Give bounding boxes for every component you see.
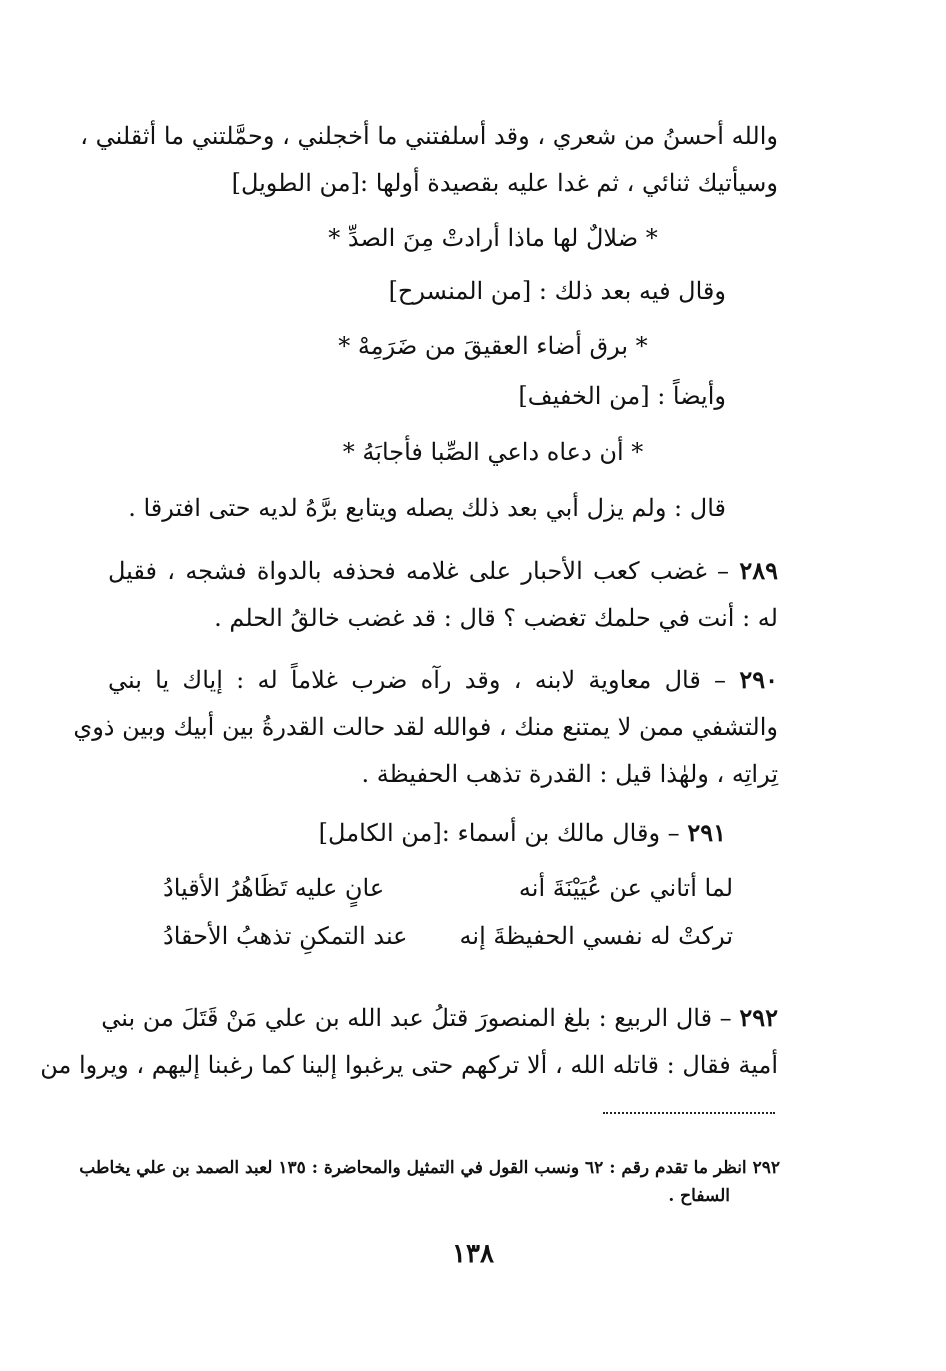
body-text-line: وسيأتيك ثنائي ، ثم غدا عليه بقصيدة أولها :[من الطويل]	[231, 169, 778, 197]
entry-text: – قال الربيع : بلغ المنصورَ قتلُ عبد الله بن علي مَنْ قَتَلَ من بني	[101, 1004, 732, 1032]
body-text-line: وقال فيه بعد ذلك : [من المنسرح]	[388, 277, 726, 305]
entry-289-line: له : أنت في حلمك تغضب ؟ قال : قد غضب خالقُ الحلم .	[214, 604, 778, 632]
page-number: ١٣٨	[452, 1239, 494, 1269]
poem-verse	[163, 918, 733, 954]
verse-line: * ضلالٌ لها ماذا أرادتْ مِنَ الصدِّ *	[328, 224, 658, 252]
entry-290-line	[108, 662, 778, 698]
body-text-line: قال : ولم يزل أبي بعد ذلك يصله ويتابع برَّهُ لديه حتى افترقا .	[128, 494, 726, 522]
footnote-line	[79, 1155, 780, 1181]
footnote-text: انظر ما تقدم رقم : ٦٢ ونسب القول في التمثيل والمحاضرة : ١٣٥ لعبد الصمد بن علي يخاطب	[79, 1158, 747, 1178]
entry-290-line: تِراتِه ، ولهٰذا قيل : القدرة تذهب الحفيظة .	[361, 760, 778, 788]
footnote-number: ٢٩٢	[752, 1158, 780, 1178]
footnote-line: السفاح .	[668, 1186, 730, 1206]
entry-number: ٢٩٠	[739, 665, 778, 694]
entry-text: – وقال مالك بن أسماء :[من الكامل]	[318, 819, 680, 847]
entry-292-line: أمية فقال : قاتله الله ، ألا تركهم حتى يرغبوا إلينا كما رغبنا إليهم ، ويروا من	[40, 1051, 778, 1079]
entry-291-line	[319, 815, 726, 851]
poem-right-hemistich: لما أتاني عن عُيَيْنَةَ أنه	[518, 874, 733, 902]
poem-right-hemistich: تركتْ له نفسي الحفيظةَ إنه	[459, 922, 733, 950]
entry-number: ٢٩٢	[739, 1003, 778, 1032]
entry-number: ٢٨٩	[739, 556, 778, 585]
body-text-line: والله أحسنُ من شعري ، وقد أسلفتني ما أخجلني ، وحمَّلتني ما أثقلني ،	[80, 122, 778, 150]
entry-number: ٢٩١	[687, 818, 726, 847]
entry-292-line	[101, 1000, 778, 1036]
entry-text: – قال معاوية لابنه ، وقد رآه ضرب غلاماً له : إياك يا بني	[108, 666, 727, 694]
body-text-line: وأيضاً : [من الخفيف]	[518, 382, 726, 410]
verse-line: * أن دعاه داعي الصِّبا فأجابَهُ *	[342, 438, 644, 466]
poem-left-hemistich: عانٍ عليه تَظَاهُرُ الأقيادُ	[163, 874, 385, 902]
poem-left-hemistich: عند التمكنِ تذهبُ الأحقادُ	[163, 922, 408, 950]
footnote-separator	[603, 1112, 775, 1114]
entry-289-line	[108, 553, 778, 589]
verse-line: * برق أضاء العقيقَ من ضَرَمِهْ *	[338, 332, 648, 360]
entry-text: – غضب كعب الأحبار على غلامه فحذفه بالدواة فشجه ، فقيل	[108, 557, 730, 585]
poem-verse	[163, 870, 733, 906]
entry-290-line: والتشفي ممن لا يمتنع منك ، فوالله لقد حالت القدرةُ بين أبيك وبين ذوي	[73, 713, 778, 741]
